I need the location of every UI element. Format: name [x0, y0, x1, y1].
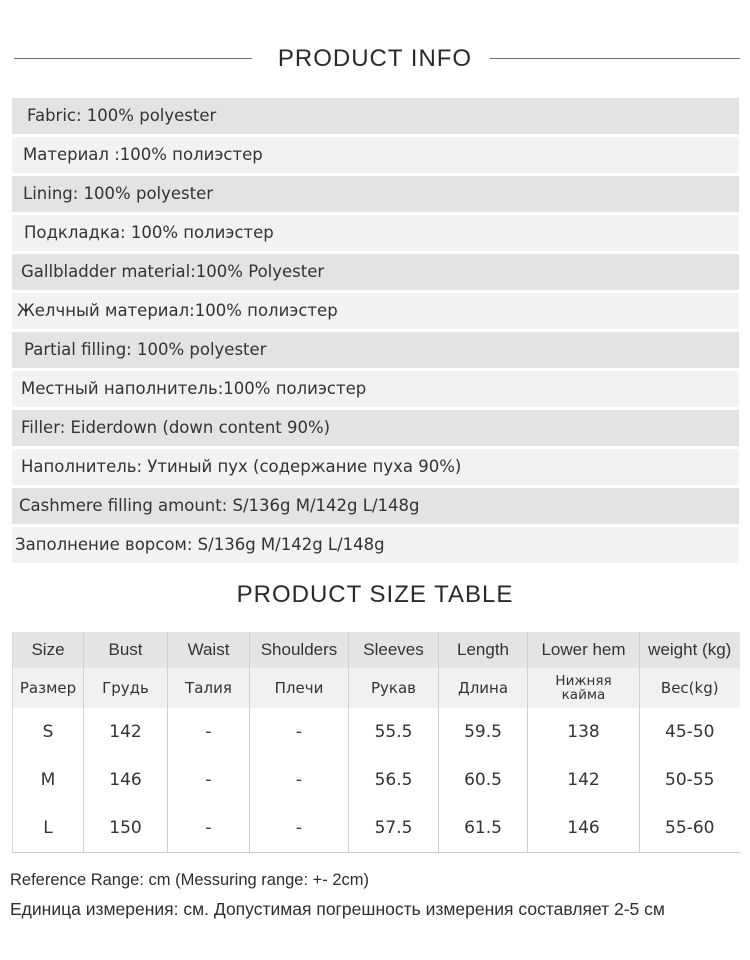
info-row-lining-ru [12, 215, 739, 251]
reference-range-note: Reference Range: cm (Messuring range: +- 2cm) [10, 871, 370, 889]
size-table [12, 632, 740, 853]
info-row-text: Fabric: 100% polyester [27, 106, 217, 125]
header-waist-ru: Талия [168, 668, 250, 708]
cell-bust: 142 [84, 708, 168, 756]
cell-weight: 50-55 [640, 756, 740, 804]
info-row-partial-filling [12, 332, 739, 368]
cell-size: L [13, 804, 84, 853]
cell-length: 60.5 [439, 756, 528, 804]
title-divider-right [490, 58, 740, 59]
info-row-filling-amount-ru [12, 527, 739, 563]
header-size: Size [13, 632, 84, 668]
info-row-text: Lining: 100% polyester [23, 184, 214, 203]
cell-sleeves: 55.5 [349, 708, 439, 756]
header-length: Length [439, 632, 528, 668]
info-row-text: Наполнитель: Утиный пух (содержание пуха 90%) [21, 457, 462, 476]
size-table-title: PRODUCT SIZE TABLE [236, 581, 514, 608]
header-sleeves-ru: Рукав [349, 668, 439, 708]
info-row-filling-amount [12, 488, 739, 524]
info-row-text: Filler: Eiderdown (down content 90%) [21, 418, 331, 437]
info-row-text: Подкладка: 100% полиэстер [24, 223, 274, 242]
info-row-text: Местный наполнитель:100% полиэстер [21, 379, 367, 398]
header-weight: weight (kg) [640, 632, 740, 668]
info-row-lining [12, 176, 739, 212]
cell-length: 61.5 [439, 804, 528, 853]
header-shoulders: Shoulders [250, 632, 349, 668]
header-row-ru [13, 668, 740, 708]
cell-sleeves: 56.5 [349, 756, 439, 804]
cell-waist: - [168, 708, 250, 756]
cell-lower-hem: 146 [528, 804, 640, 853]
product-info-list [12, 98, 739, 566]
info-row-partial-filling-ru [12, 371, 739, 407]
header-shoulders-ru: Плечи [250, 668, 349, 708]
info-row-material-ru [12, 137, 739, 173]
cell-lower-hem: 138 [528, 708, 640, 756]
measurement-unit-note-ru: Единица измерения: см. Допустимая погрешность измерения составляет 2-5 см [10, 899, 665, 919]
header-size-ru: Размер [13, 668, 84, 708]
cell-size: M [13, 756, 84, 804]
info-row-gallbladder [12, 254, 739, 290]
cell-shoulders: - [250, 804, 349, 853]
header-lower-hem: Lower hem [528, 632, 640, 668]
header-row-en [13, 632, 740, 668]
info-row-text: Желчный материал:100% полиэстер [17, 301, 338, 320]
cell-length: 59.5 [439, 708, 528, 756]
info-row-filler-ru [12, 449, 739, 485]
header-lower-hem-ru: Нижняя кайма [528, 668, 640, 708]
info-row-filler [12, 410, 739, 446]
table-row-l [13, 804, 740, 853]
table-row-m [13, 756, 740, 804]
table-row-s [13, 708, 740, 756]
info-row-text: Материал :100% полиэстер [23, 145, 263, 164]
cell-shoulders: - [250, 708, 349, 756]
header-weight-ru: Вес(kg) [640, 668, 740, 708]
info-row-text: Partial filling: 100% polyester [24, 340, 267, 359]
header-length-ru: Длина [439, 668, 528, 708]
header-waist: Waist [168, 632, 250, 668]
info-row-text: Заполнение ворсом: S/136g M/142g L/148g [15, 535, 385, 554]
info-row-text: Gallbladder material:100% Polyester [21, 262, 325, 281]
info-row-text: Cashmere filling amount: S/136g M/142g L/148g [19, 496, 420, 515]
cell-waist: - [168, 756, 250, 804]
cell-bust: 150 [84, 804, 168, 853]
header-sleeves: Sleeves [349, 632, 439, 668]
cell-size: S [13, 708, 84, 756]
header-bust: Bust [84, 632, 168, 668]
product-info-title: PRODUCT INFO [277, 45, 473, 72]
cell-sleeves: 57.5 [349, 804, 439, 853]
cell-waist: - [168, 804, 250, 853]
cell-shoulders: - [250, 756, 349, 804]
header-bust-ru: Грудь [84, 668, 168, 708]
cell-bust: 146 [84, 756, 168, 804]
info-row-gallbladder-ru [12, 293, 739, 329]
info-row-fabric [12, 98, 739, 134]
cell-lower-hem: 142 [528, 756, 640, 804]
cell-weight: 45-50 [640, 708, 740, 756]
cell-weight: 55-60 [640, 804, 740, 853]
